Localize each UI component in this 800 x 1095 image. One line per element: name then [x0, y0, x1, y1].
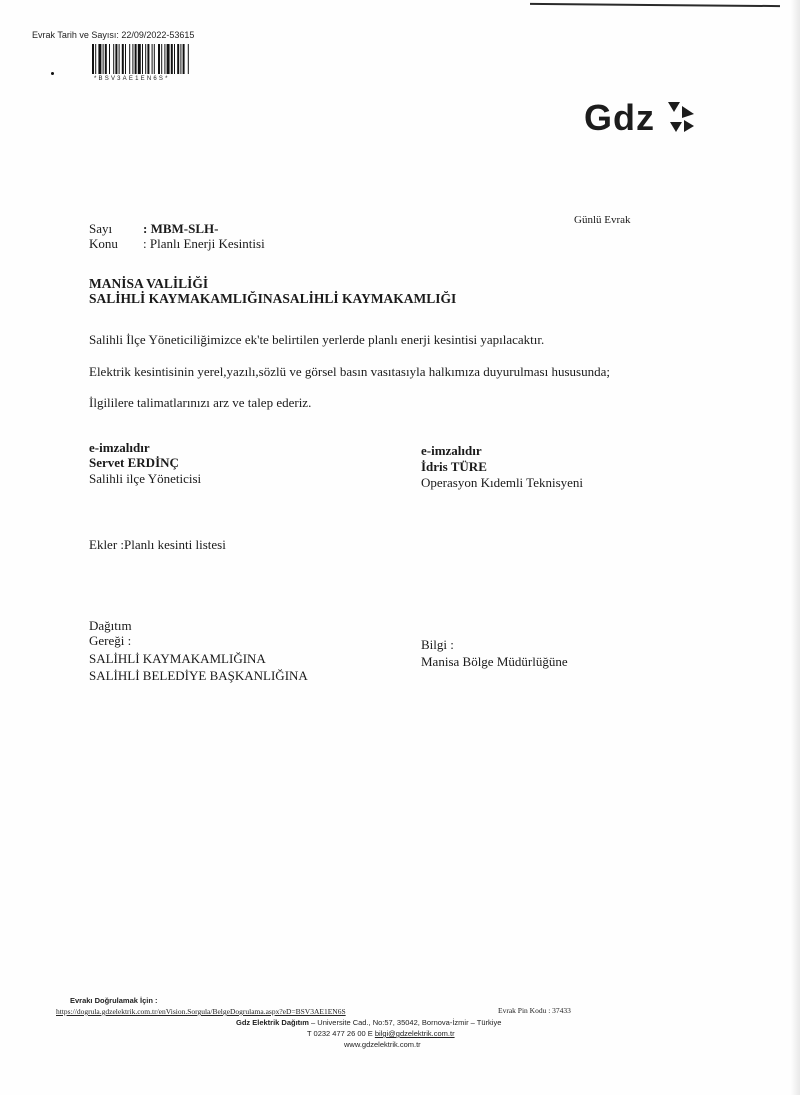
right-signature-status: e-imzalıdır: [421, 443, 482, 458]
bilgi-item-1: Manisa Bölge Müdürlüğüne: [421, 654, 568, 669]
body-paragraph-2: Elektrik kesintisinin yerel,yazılı,sözlü ve görsel basın vasıtasıyla halkımıza duyurulması hususunda;: [89, 364, 610, 379]
footer-email-link[interactable]: bilgi@gdzelektrik.com.tr: [374, 1029, 455, 1038]
body-paragraph-3: İlgililere talimatlarınızı arz ve talep ederiz.: [89, 395, 312, 410]
geregi-label: Gereği :: [89, 633, 132, 648]
konu-value: : Planlı Enerji Kesintisi: [143, 236, 265, 251]
footer-verify-link[interactable]: https://dogrula.gdzelektrik.com.tr/enVision.Sorgula/BelgeDogrulama.aspx?eD=BSV3AE1EN6S: [56, 1007, 346, 1016]
barcode: [92, 44, 220, 74]
body-paragraph-1: Salihli İlçe Yöneticiliğimizce ek'te belirtilen yerlerde planlı enerji kesintisi yapılacaktır.: [89, 332, 545, 347]
left-signature-status: e-imzalıdır: [89, 440, 150, 455]
footer-pin: Evrak Pin Kodu : 37433: [498, 1006, 571, 1015]
recipient-line-2: SALİHLİ KAYMAKAMLIĞINASALİHLİ KAYMAKAMLIĞI: [89, 291, 457, 306]
footer-address: Gdz Elektrik Dağıtım – Universite Cad., No:57, 35042, Bornova-İzmir – Türkiye: [236, 1018, 502, 1027]
footer-contact: T 0232 477 26 00 E bilgi@gdzelektrik.com.tr: [307, 1029, 455, 1038]
geregi-item-1: SALİHLİ KAYMAKAMLIĞINA: [89, 651, 266, 666]
right-signature-name: İdris TÜRE: [421, 459, 487, 474]
konu-label: Konu: [89, 236, 118, 251]
geregi-item-2: SALİHLİ BELEDİYE BAŞKANLIĞINA: [89, 668, 308, 683]
left-signature-title: Salihli ilçe Yöneticisi: [89, 471, 202, 486]
barcode-code: *BSV3AE1EN6S*: [94, 76, 170, 82]
footer-dogrulamak: Evrakı Doğrulamak İçin :: [70, 996, 158, 1005]
gdz-logo: [584, 96, 699, 140]
dagitim-label: Dağıtım: [89, 618, 132, 633]
bilgi-label: Bilgi :: [421, 637, 454, 652]
evrak-tarih-sayi: Evrak Tarih ve Sayısı: 22/09/2022-53615: [32, 30, 195, 40]
left-signature-name: Servet ERDİNÇ: [89, 455, 179, 470]
sayi-value: : MBM-SLH-: [143, 221, 219, 236]
scan-edge-line: [530, 3, 780, 7]
recipient-line-1: MANİSA VALİLİĞİ: [89, 276, 209, 291]
logo-arrows-icon: [666, 100, 696, 134]
footer-website[interactable]: www.gdzelektrik.com.tr: [344, 1040, 421, 1049]
logo-text: Gdz: [584, 97, 655, 138]
page-shadow: [790, 0, 800, 1095]
scan-dot: [51, 72, 54, 75]
ekler: Ekler :Planlı kesinti listesi: [89, 537, 226, 552]
gunlu-evrak: Günlü Evrak: [574, 214, 631, 226]
sayi-label: Sayı: [89, 221, 113, 236]
right-signature-title: Operasyon Kıdemli Teknisyeni: [421, 475, 584, 490]
